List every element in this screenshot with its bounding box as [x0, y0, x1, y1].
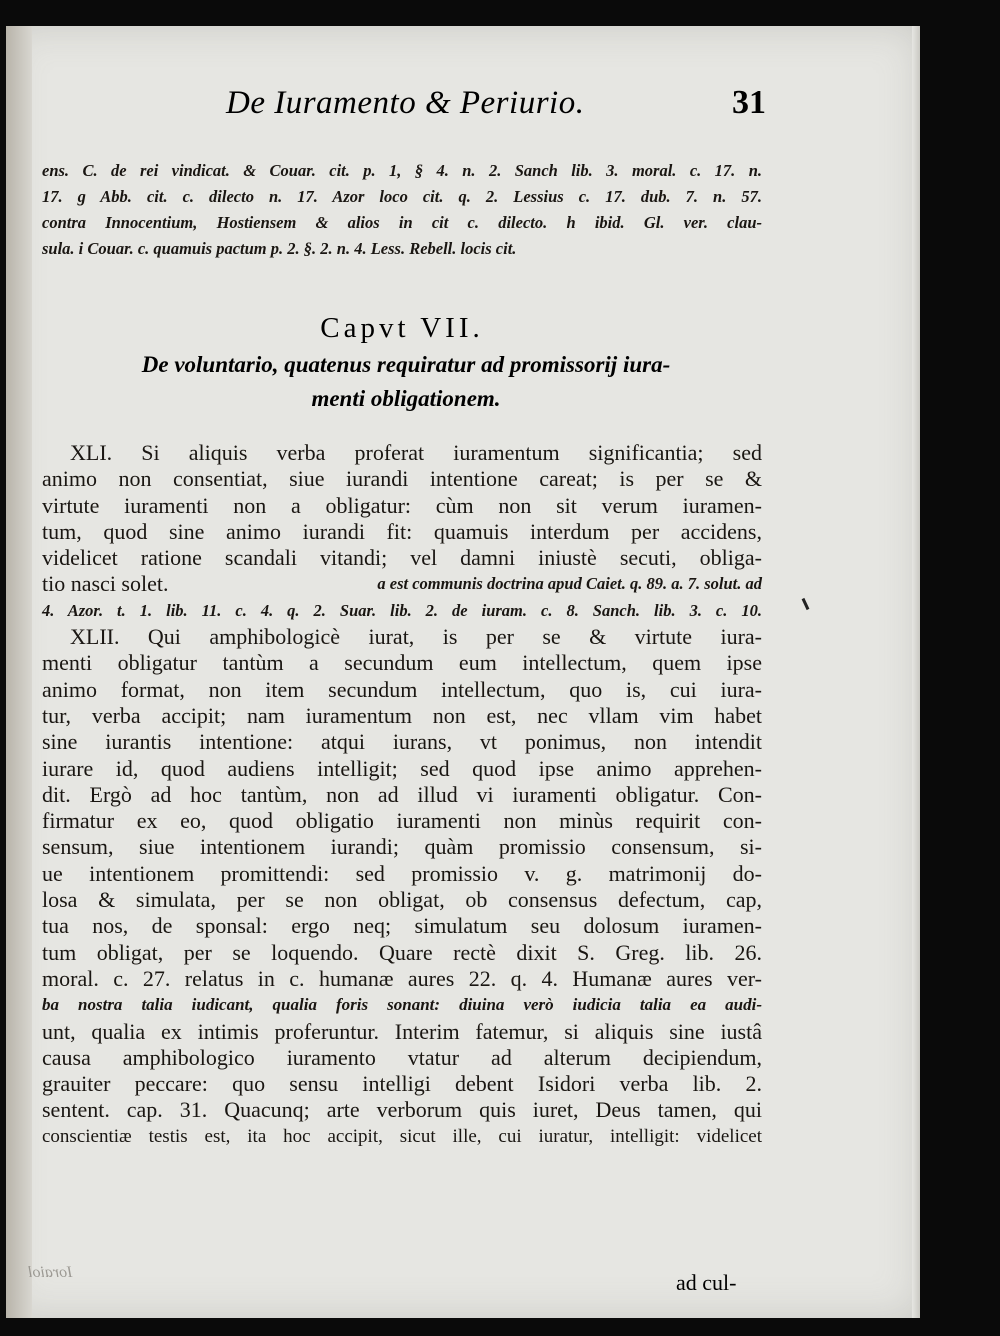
paragraph-line: losa & simulata, per se non obligat, ob consensus defectum, cap,	[42, 887, 762, 913]
book-page	[6, 26, 920, 1318]
paragraph-line: animo format, non item secundum intellectum, quo is, cui iura-	[42, 676, 762, 702]
page-gutter	[6, 26, 32, 1318]
paragraph-line: sentent. cap. 31. Quacunq; arte verborum quis iuret, Deus tamen, qui	[42, 1097, 762, 1123]
marginal-notes-top	[42, 158, 762, 262]
chapter-heading: Capvt VII.	[320, 312, 484, 344]
note-line: 17. g Abb. cit. c. dilecto n. 17. Azor loco cit. q. 2. Lessius c. 17. dub. 7. n. 57.	[42, 187, 762, 206]
paragraph-line: firmatur ex eo, quod obligatio iuramenti non minùs requirit con-	[42, 808, 762, 834]
note-line: sula. i Couar. c. quamuis pactum p. 2. §. 2. n. 4. Less. Rebell. locis cit.	[42, 239, 517, 258]
paragraph-line: menti obligatur tantùm a secundum eum intellectum, quem ipse	[42, 650, 762, 676]
paragraph-line: conscientiæ testis est, ita hoc accipit, sicut ille, cui iuratur, intelligit: videlicet	[42, 1125, 762, 1147]
paragraph-line: ba nostra talia iudicant, qualia foris sonant: diuina verò iudicia talia ea audi-	[42, 995, 762, 1015]
paragraph-line: tur, verba accipit; nam iuramentum non est, nec vllam vim habet	[42, 702, 762, 728]
citation-note: a est communis doctrina apud Caiet. q. 89. a. 7. solut. ad	[377, 574, 762, 594]
paragraph-line: XLII. Qui amphibologicè iurat, is per se & virtute iura-	[70, 624, 762, 650]
page-number: 31	[732, 84, 766, 121]
paragraph-line: sensum, siue intentionem iurandi; quàm promissio consensum, si-	[42, 834, 762, 860]
page-edge	[912, 26, 920, 1318]
paragraph-line: moral. c. 27. relatus in c. humanæ aures 22. q. 4. Humanæ aures ver-	[42, 965, 762, 991]
note-line: contra Innocentium, Hostiensem & alios in cit c. dilecto. h ibid. Gl. ver. clau-	[42, 213, 762, 232]
paragraph-line: ue intentionem promittendi: sed promissio v. g. matrimonij do-	[42, 860, 762, 886]
paragraph-line: dit. Ergò ad hoc tantùm, non ad illud vi iuramenti obligatur. Con-	[42, 781, 762, 807]
paragraph-line: XLI. Si aliquis verba proferat iuramentum significantia; sed	[70, 440, 762, 465]
paragraph-line: iurare id, quod audiens intelligit; sed quod ipse animo apprehen-	[42, 755, 762, 781]
paragraph-line: videlicet ratione scandali vitandi; vel damni iniustè secuti, obliga-	[42, 545, 762, 571]
paragraph-line: causa amphibologico iuramento vtatur ad alterum decipiendum,	[42, 1044, 762, 1070]
body-text	[42, 440, 762, 1150]
paragraph-line: grauiter peccare: quo sensu intelligi debent Isidori verba lib. 2.	[42, 1071, 762, 1097]
bleed-through-text: Ioraiol	[28, 1264, 73, 1281]
ink-mark	[802, 598, 810, 610]
chapter-subtitle	[86, 348, 726, 416]
catchword: ad cul-	[676, 1270, 737, 1295]
paragraph-line: virtute iuramenti non a obligatur: cùm non sit verum iuramen-	[42, 492, 762, 518]
mixed-line	[42, 571, 762, 597]
paragraph-line: sine iurantis intentione: atqui iurans, vt ponimus, non intendit	[42, 729, 762, 755]
citation-note: 4. Azor. t. 1. lib. 11. c. 4. q. 2. Suar. lib. 2. de iuram. c. 8. Sanch. lib. 3. c. 10.	[42, 600, 762, 620]
paragraph-line: animo non consentiat, siue iurandi intentione careat; is per se &	[42, 466, 762, 492]
running-head	[226, 84, 766, 122]
running-title: De Iuramento & Periurio.	[226, 85, 585, 121]
paragraph-line: unt, qualia ex intimis proferuntur. Interim fatemur, si aliquis sine iustâ	[42, 1018, 762, 1044]
paragraph-line: tum obligat, per se loquendo. Quare rectè dixit S. Greg. lib. 26.	[42, 939, 762, 965]
chapter-subtitle-line: menti obligationem.	[311, 386, 501, 411]
note-line: ens. C. de rei vindicat. & Couar. cit. p. 1, § 4. n. 2. Sanch lib. 3. moral. c. 17. n.	[42, 161, 762, 180]
paragraph-line: tua nos, de sponsal: ergo neq; simulatum seu dolosum iuramen-	[42, 913, 762, 939]
paragraph-line: tio nasci solet.	[42, 571, 169, 597]
paragraph-line: tum, quod sine animo iurandi fit: quamuis interdum per accidens,	[42, 518, 762, 544]
chapter-subtitle-line: De voluntario, quatenus requiratur ad promissorij iura-	[141, 352, 671, 377]
